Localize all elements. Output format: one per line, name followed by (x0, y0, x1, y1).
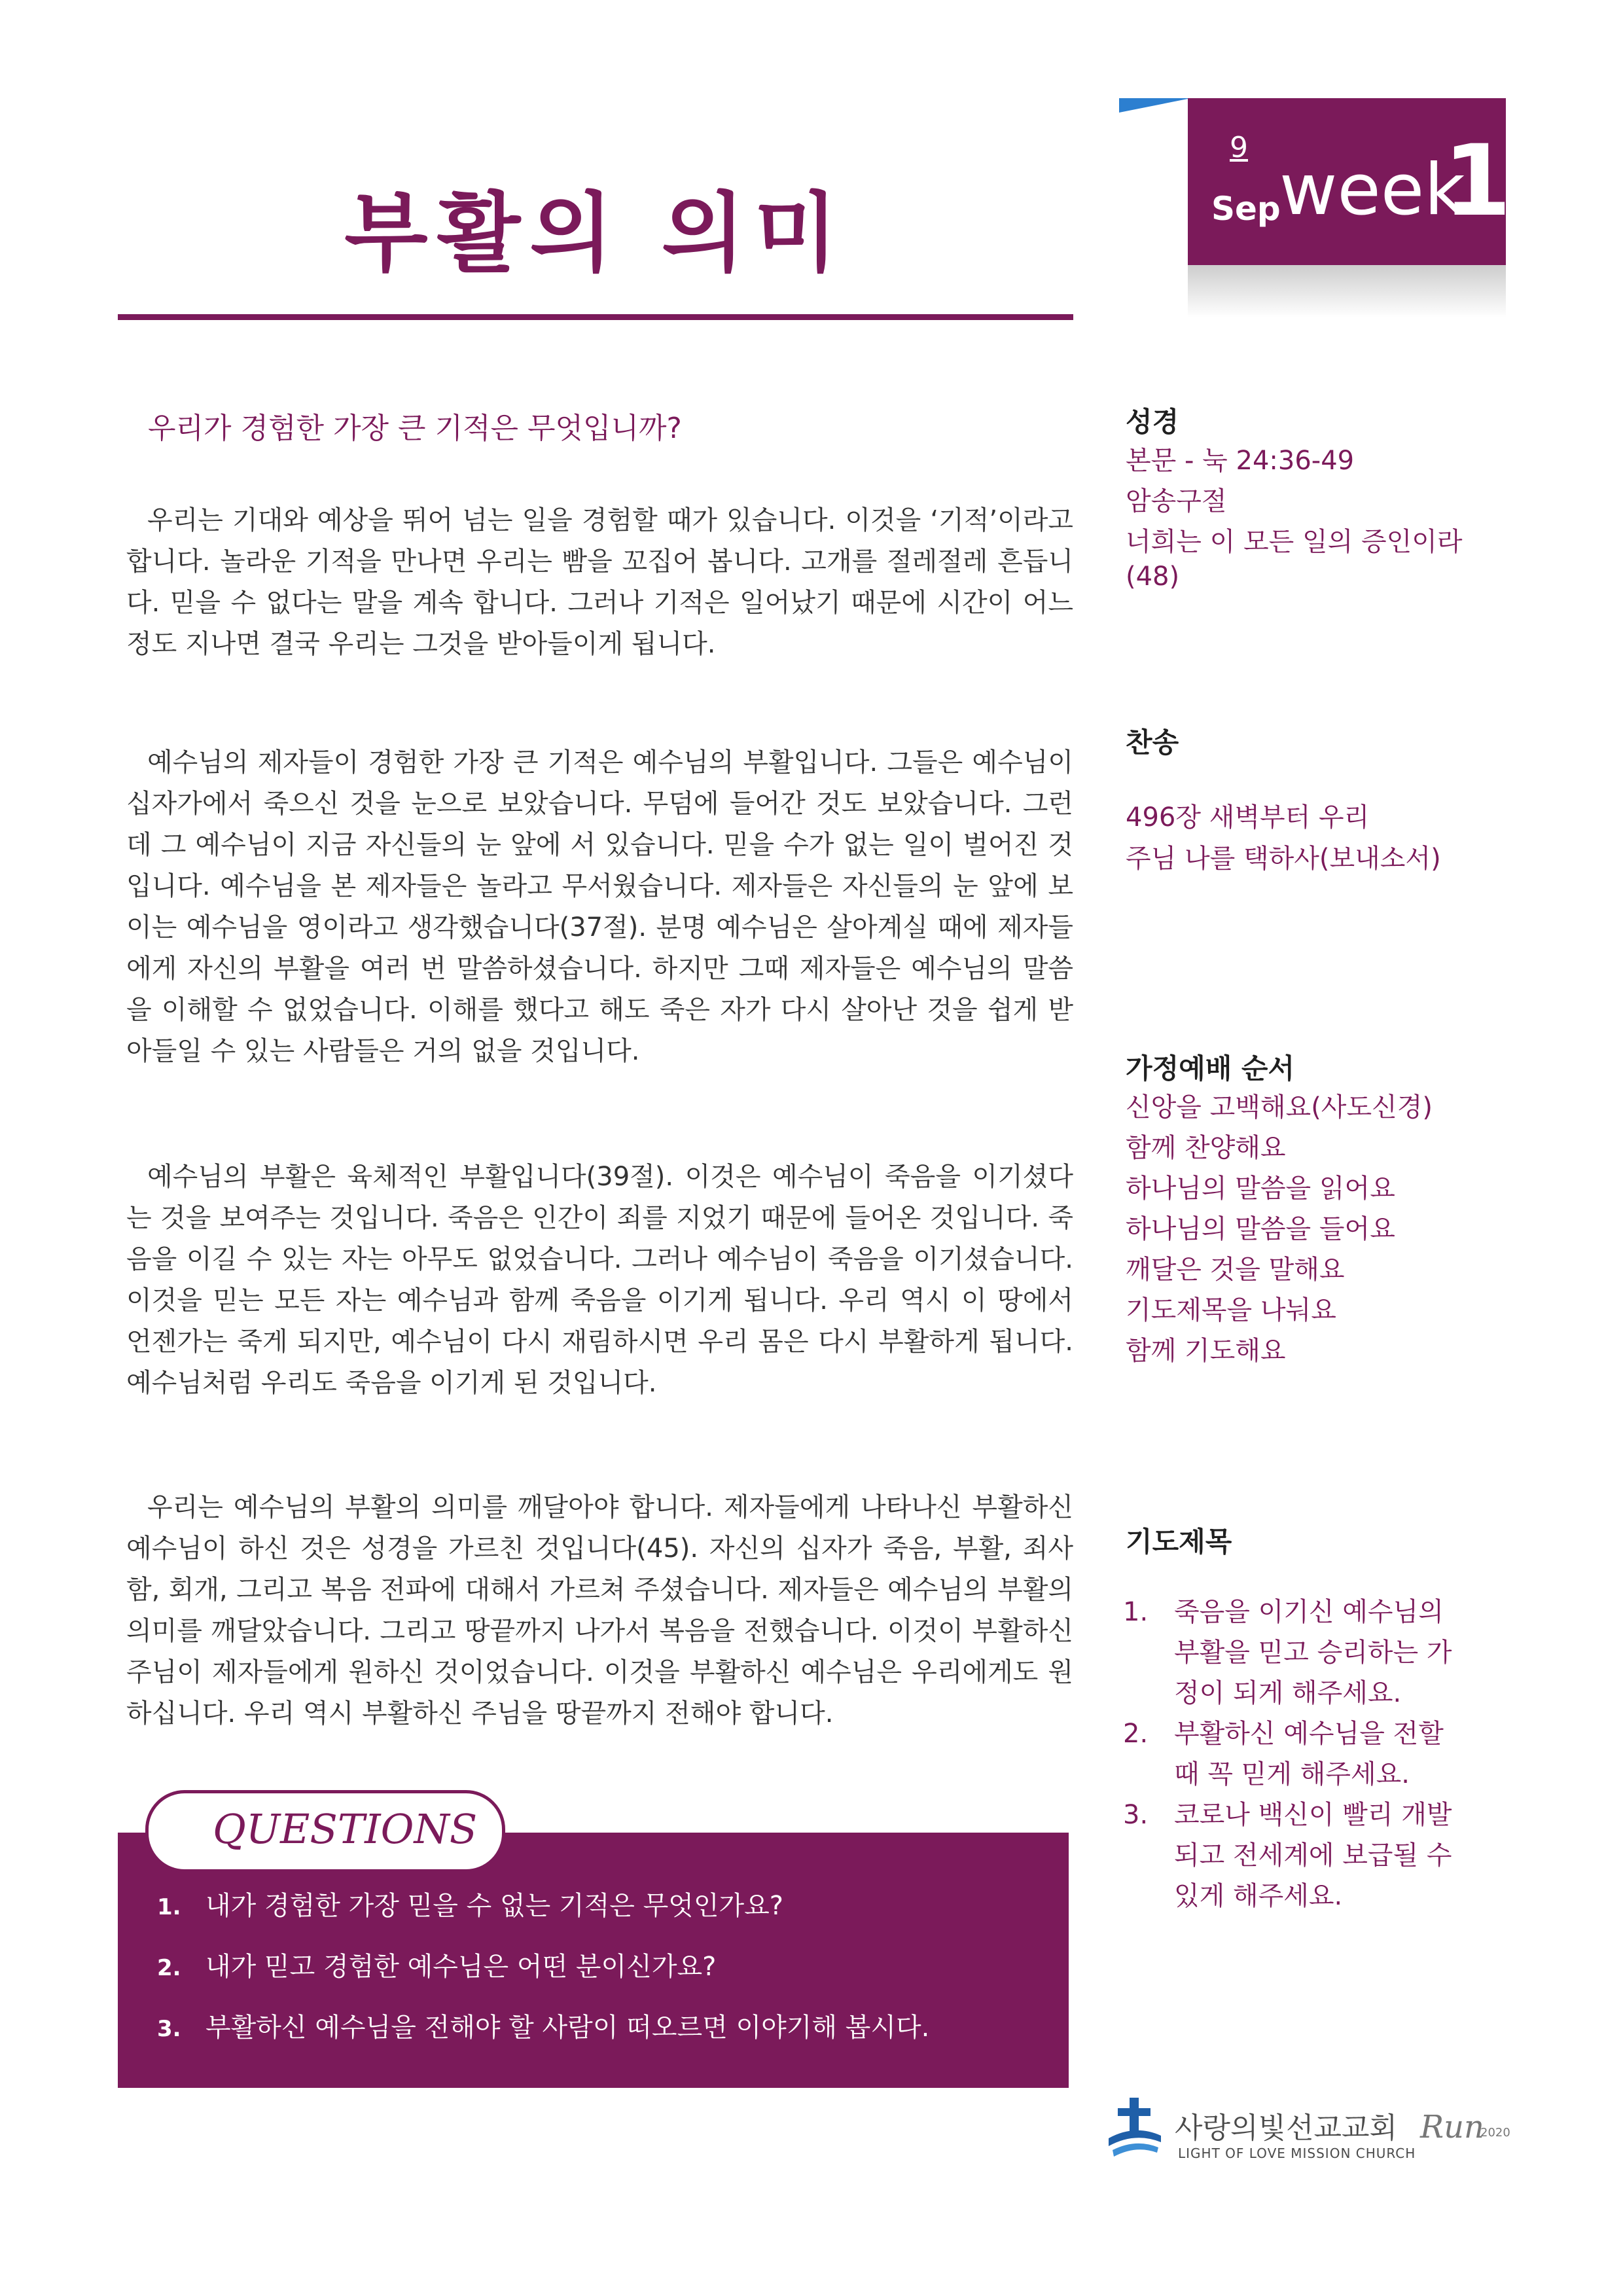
page-title: 부활의 의미 (344, 183, 847, 284)
question-number: 3. (157, 2016, 181, 2042)
prayer-item (1123, 1592, 1476, 1713)
hymn-line: 주님 나를 택하사(보내소서) (1126, 844, 1441, 874)
body-paragraph: 우리는 기대와 예상을 뛰어 넘는 일을 경험할 때가 있습니다. 이것을 ‘기적’이라고 합니다. 놀라운 기적을 만나면 우리는 빰을 꼬집어 봅니다. 고개를 절레절레 흔듭니다. 믿을 수 없다는 말을 계속 합니다. 그러나 기적은 일어났기 때문에 시간이 어느 정도 지나면 결국 우리는 그것을 받아들이게 됩니다. (126, 505, 1073, 659)
bible-passage: 본문 - 눅 24:36-49 (1126, 446, 1355, 476)
week-day: 9 (1230, 131, 1248, 164)
week-tab (1188, 98, 1512, 265)
question-number: 1. (157, 1894, 181, 1920)
prayer-number: 3. (1123, 1800, 1149, 1830)
order-item: 하나님의 말씀을 읽어요 (1126, 1174, 1395, 1204)
lead-question: 우리가 경험한 가장 큰 기적은 무엇입니까? (148, 412, 682, 445)
question-text: 내가 경험한 가장 믿을 수 없는 기적은 무엇인가요? (205, 1891, 784, 1921)
week-tab-accent (1119, 98, 1191, 113)
body-paragraph: 우리는 예수님의 부활의 의미를 깨달아야 합니다. 제자들에게 나타나신 부활하신 예수님이 하신 것은 성경을 가르친 것입니다(45). 자신의 십자가 죽음, 부활, 죄사함, 회개, 그리고 복음 전파에 대해서 가르쳐 주셨습니다. 제자들은 예수님의 부활의 의미를 깨달았습니다. 그리고 땅끝까지 나가서 복음을 전했습니다. 이것이 부활하신 주님이 제자들에게 원하신 것이었습니다. 이것을 부활하신 예수님은 우리에게도 원하십니다. 우리 역시 부활하신 주님을 땅끝까지 전해야 합니다. (126, 1492, 1073, 1729)
church-logo-icon (1106, 2098, 1164, 2158)
prayer-text: 부활하신 예수님을 전할 때 꼭 믿게 해주세요. (1174, 1719, 1444, 1789)
sidebar-heading-bible: 성경 (1126, 406, 1179, 438)
sidebar-heading-order: 가정예배 순서 (1126, 1052, 1295, 1085)
campaign-year: 2020 (1480, 2126, 1510, 2140)
hymn-line: 496장 새벽부터 우리 (1126, 802, 1370, 833)
question-text: 부활하신 예수님을 전해야 할 사람이 떠오르면 이야기해 봅시다. (205, 2013, 930, 2043)
week-tab-shadow (1188, 259, 1506, 317)
body-paragraph: 예수님의 부활은 육체적인 부활입니다(39절). 이것은 예수님이 죽음을 이기셨다는 것을 보여주는 것입니다. 죽음은 인간이 죄를 지었기 때문에 들어온 것입니다. 죽음을 이길 수 있는 자는 아무도 없었습니다. 그러나 예수님이 죽음을 이기셨습니다. 이것을 믿는 모든 자는 예수님과 함께 죽음을 이기게 됩니다. 우리 역시 이 땅에서 언젠가는 죽게 되지만, 예수님이 다시 재림하시면 우리 몸은 다시 부활하게 됩니다. 예수님처럼 우리도 죽음을 이기게 된 것입니다. (126, 1162, 1073, 1398)
week-label: week (1279, 149, 1465, 231)
order-item: 함께 기도해요 (1126, 1336, 1286, 1366)
question-item (157, 1946, 716, 1983)
week-number: 1 (1443, 124, 1512, 238)
church-name-english: LIGHT OF LOVE MISSION CHURCH (1178, 2145, 1416, 2161)
order-item: 기도제목을 나눠요 (1126, 1295, 1336, 1325)
order-item: 신앙을 고백해요(사도신경) (1126, 1092, 1433, 1122)
question-text: 내가 믿고 경험한 예수님은 어떤 분이신가요? (205, 1952, 717, 1982)
prayer-number: 2. (1123, 1719, 1149, 1749)
order-item: 하나님의 말씀을 들어요 (1126, 1214, 1395, 1244)
prayer-item (1123, 1795, 1476, 1916)
memory-verse-label: 암송구절 (1126, 486, 1227, 516)
church-name: 사랑의빛선교교회 (1175, 2111, 1398, 2145)
question-number: 2. (157, 1955, 181, 1981)
title-divider (118, 314, 1073, 320)
questions-title: QUESTIONS (213, 1805, 478, 1853)
memory-verse-ref: (48) (1126, 562, 1180, 592)
body-paragraph: 예수님의 제자들이 경험한 가장 큰 기적은 예수님의 부활입니다. 그들은 예수님이 십자가에서 죽으신 것을 눈으로 보았습니다. 무덤에 들어간 것도 보았습니다. 그런데 그 예수님이 지금 자신들의 눈 앞에 서 있습니다. 믿을 수가 없는 일이 벌어진 것입니다. 예수님을 본 제자들은 놀라고 무서웠습니다. 제자들은 자신들의 눈 앞에 보이는 예수님을 영이라고 생각했습니다(37절). 분명 예수님은 살아계실 때에 제자들에게 자신의 부활을 여러 번 말씀하셨습니다. 하지만 그때 제자들은 예수님의 말씀을 이해할 수 없었습니다. 이해를 했다고 해도 죽은 자가 다시 살아난 것을 쉽게 받아들일 수 있는 사람들은 거의 없을 것입니다. (126, 747, 1073, 1066)
prayer-number: 1. (1123, 1597, 1149, 1627)
prayer-item (1123, 1713, 1476, 1795)
question-item (157, 1885, 783, 1922)
prayer-text: 코로나 백신이 빨리 개발되고 전세계에 보급될 수 있게 해주세요. (1174, 1800, 1452, 1911)
memory-verse-text: 너희는 이 모든 일의 증인이라 (1126, 527, 1463, 557)
question-item (157, 2007, 929, 2044)
order-item: 함께 찬양해요 (1126, 1133, 1286, 1163)
sidebar-heading-prayer: 기도제목 (1126, 1526, 1232, 1558)
order-item: 깨달은 것을 말해요 (1126, 1255, 1345, 1285)
prayer-text: 죽음을 이기신 예수님의 부활을 믿고 승리하는 가정이 되게 해주세요. (1174, 1597, 1452, 1708)
week-month: Sep (1211, 190, 1281, 228)
campaign-logo: Run (1420, 2109, 1484, 2145)
sidebar-heading-hymn: 찬송 (1126, 726, 1179, 759)
